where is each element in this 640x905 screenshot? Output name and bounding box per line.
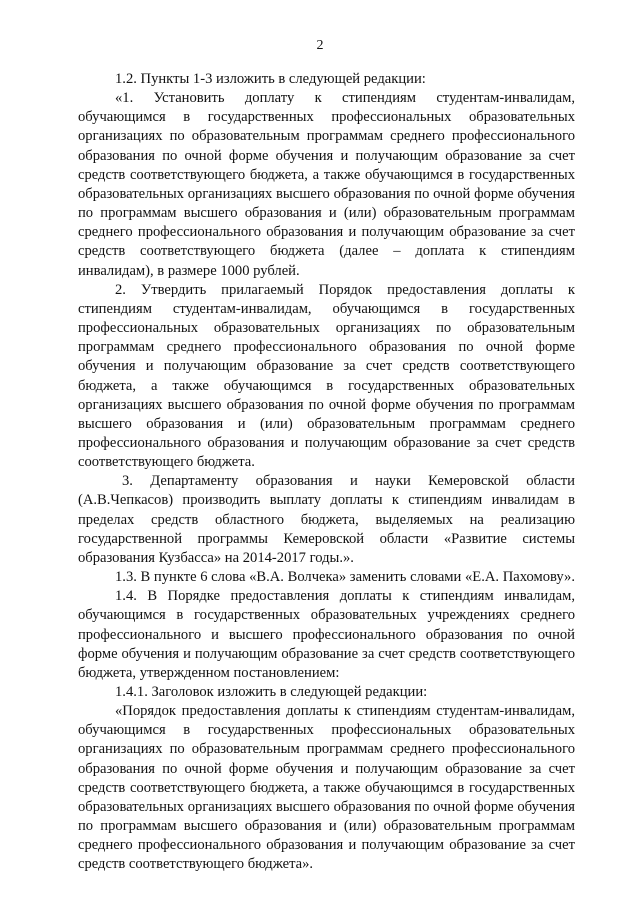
paragraph-1-4-1: 1.4.1. Заголовок изложить в следующей редакции: [115, 684, 428, 700]
paragraph-new-title: «Порядок предоставления доплаты к стипендиям студентам-инвалидам, обучающимся в государственных профессиональных образовательных организациях по образовательным программам среднего профессионального образования по очной форме обучения и получающим образование за счет средств соответствующего бюджета, а также обучающимся в государственных образовательных организациях высшего образования по очной форме обучения по программам высшего образования и (или) образовательным программам среднего профессионального образования и получающим образование за счет средств соответствующего бюджета». [78, 703, 575, 873]
paragraph-1-2: 1.2. Пункты 1-3 изложить в следующей редакции: [115, 71, 426, 87]
paragraph-point-1: «1. Установить доплату к стипендиям студентам-инвалидам, обучающимся в государственных профессиональных образовательных организациях по образовательным программам среднего профессионального образования по очной форме обучения и получающим образование за счет средств соответствующего бюджета, а также обучающимся в государственных образовательных организациях высшего образования по очной форме обучения по программам высшего образования и (или) образовательным программам среднего профессионального образования и получающим образование за счет средств соответствующего бюджета (далее – доплата к стипендиям инвалидам), в размере 1000 рублей. [78, 90, 575, 279]
document-body [78, 70, 575, 875]
paragraph-point-3: 3. Департаменту образования и науки Кемеровской области (А.В.Чепкасов) производить выплату доплаты к стипендиям инвалидам в пределах средств областного бюджета, выделяемых на реализацию государственной программы Кемеровской области «Развитие системы образования Кузбасса» на 2014-2017 годы.». [78, 473, 575, 566]
paragraph-point-2: 2. Утвердить прилагаемый Порядок предоставления доплаты к стипендиям студентам-инвалидам, обучающимся в государственных профессиональных образовательных организациях по образовательным программам среднего профессионального образования по очной форме обучения и получающим образование за счет средств соответствующего бюджета, а также обучающимся в государственных образовательных организациях высшего образования по очной форме обучения по программам высшего образования и (или) образовательным программам среднего профессионального образования и получающим образование за счет средств соответствующего бюджета. [78, 281, 575, 471]
paragraph-1-3: 1.3. В пункте 6 слова «В.А. Волчека» заменить словами «Е.А. Пахомову». [115, 569, 575, 586]
paragraph-1-4: 1.4. В Порядке предоставления доплаты к стипендиям инвалидам, обучающимся в государственных образовательных учреждениях среднего профессионального и высшего профессионального образования по очной форме обучения и получающим образование за счет средств соответствующего бюджета, утвержденном постановлением: [78, 588, 575, 681]
page-number: 2 [316, 38, 324, 53]
